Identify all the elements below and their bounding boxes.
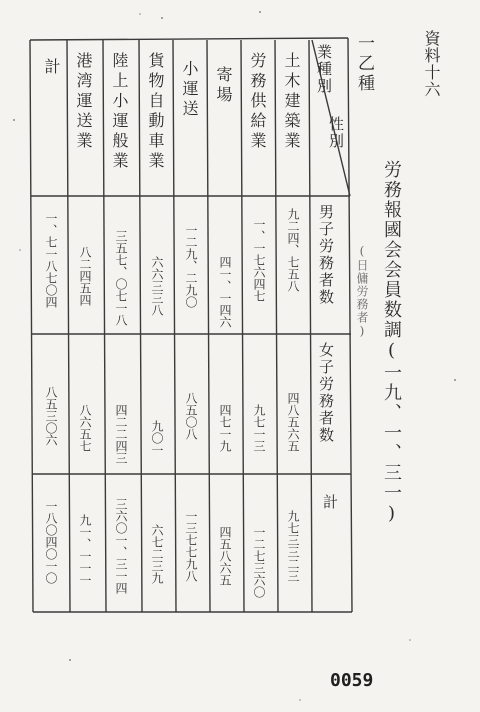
- column-header-male: 男子労務者数: [317, 204, 335, 306]
- page-number: 0059: [330, 670, 374, 691]
- cell-male: 三五七、〇七一八: [114, 230, 128, 326]
- column-header-total: 計: [321, 494, 339, 511]
- document-subtitle: (日傭労務者): [355, 244, 369, 339]
- row-label: 労務供給業: [248, 52, 267, 152]
- cell-male: 一、七一八七〇四: [44, 212, 58, 308]
- row-label: 土木建築業: [282, 52, 301, 152]
- category-label: 一乙種: [354, 34, 374, 94]
- cell-male: 九二四、七五八: [286, 208, 300, 292]
- cell-female: 八五〇八: [184, 392, 198, 440]
- cell-total: 一二七三六〇: [252, 526, 266, 598]
- cell-female: 四八五六五: [286, 392, 300, 452]
- cell-total: 一三七七九八: [184, 510, 198, 582]
- row-label: 陸上小運般業: [110, 52, 129, 172]
- cell-total: 九一、一一一: [78, 514, 92, 586]
- column-header-female: 女子労務者数: [317, 342, 335, 444]
- row-label: 貨物自動車業: [146, 52, 165, 172]
- header-type: 業種別: [315, 44, 333, 95]
- cell-female: 九七一三: [252, 404, 266, 452]
- cell-female: 四七一九: [218, 404, 232, 452]
- document-label: 資料十六: [422, 30, 441, 98]
- cell-male: 一二九、二九〇: [184, 224, 198, 308]
- cell-total: 三六〇一、三一四: [114, 498, 128, 594]
- cell-female: 九〇一: [150, 420, 164, 456]
- cell-male: 一、一七六四七: [252, 218, 266, 302]
- cell-total: 九七三三二三: [286, 510, 300, 582]
- header-sex: 性別: [327, 116, 345, 150]
- row-label: 小運送: [180, 60, 199, 120]
- cell-female: 八六五七: [78, 404, 92, 452]
- row-label: 計: [42, 58, 61, 78]
- row-label: 寄場: [214, 66, 233, 106]
- cell-total: 四五八六五: [218, 526, 232, 586]
- cell-total: 六七二三九: [150, 524, 164, 584]
- cell-female: 八五三〇六: [44, 386, 58, 446]
- cell-male: 六六三三八: [150, 256, 164, 316]
- cell-total: 一八〇四〇一〇: [44, 500, 58, 584]
- cell-male: 四一、一四六: [218, 256, 232, 328]
- title-date: (一九、一、三一): [381, 340, 402, 526]
- title-text: 労務報國会会員数調: [381, 160, 402, 340]
- cell-female: 四二二四三: [114, 404, 128, 464]
- row-label: 港湾運送業: [74, 52, 93, 152]
- cell-male: 八二四五四: [78, 246, 92, 306]
